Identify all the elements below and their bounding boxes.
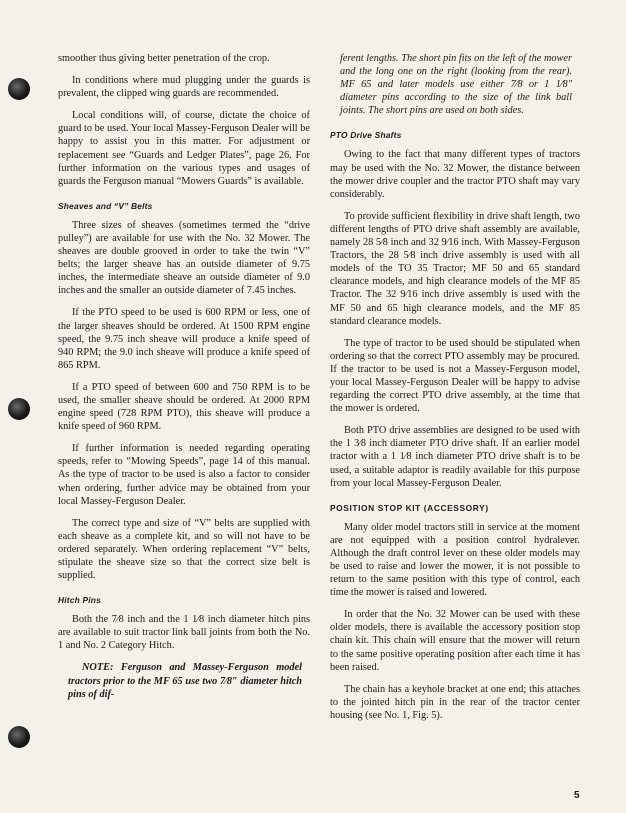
right-column [330, 52, 580, 731]
paragraph: Local conditions will, of course, dictate the choice of guard to be used. Your local Massey-Ferguson Dealer will be happy to assist you in this matter. For adjustment or replacement see “Guards and Ledger Plates”, page 26. For further information on the various types and usages of guards the Ferguson manual “Mowers Guards” is available. [58, 110, 310, 187]
paragraph: Owing to the fact that many different types of tractors may be used with the No. 32 Mower, the distance between the mower drive coupler and the tractor PTO shaft may vary considerably. [330, 149, 580, 200]
paragraph: If the PTO speed to be used is 600 RPM or less, one of the larger sheaves should be ordered. At 1500 RPM engine speed, the 9.75 inch sheave will produce a knife speed of 940 RPM; the 9.0 inch sheave will produce a knife speed of 865 RPM. [58, 307, 310, 371]
section-heading-pto-drive-shafts: PTO Drive Shafts [330, 130, 402, 141]
paragraph: The type of tractor to be used should be stipulated when ordering so that the correct PTO assembly may be procured. If the tractor to be used is not a Massey-Ferguson model, your local Massey-Ferguson Dealer will be happy to advise regarding the correct PTO drive assembly, at the time that the mower is ordered. [330, 337, 580, 415]
binder-hole-top [8, 78, 30, 100]
paragraph: Both the 7⁄8 inch and the 1 1⁄8 inch diameter hitch pins are available to suit tractor link ball joints from both the No. 1 and No. 2 Category Hitch. [58, 614, 310, 652]
paragraph: smoother thus giving better penetration of the crop. [58, 53, 270, 64]
paragraph: Both PTO drive assemblies are designed to be used with the 1 3⁄8 inch diameter PTO drive shaft. If an earlier model tractor with a 1 1⁄8 inch diameter PTO drive shaft is to be used, a suitable adaptor is readily available for this purpose from your local Massey-Ferguson Dealer. [330, 425, 580, 489]
paragraph: If a PTO speed of between 600 and 750 RPM is to be used, the smaller sheave should be ordered. At 2000 RPM engine speed (728 RPM PTO), this sheave will produce a knife speed of 960 RPM. [58, 381, 310, 433]
binder-hole-bottom [8, 726, 30, 748]
note: NOTE: Ferguson and Massey-Ferguson model tractors prior to the MF 65 use two 7⁄8″ diameter hitch pins of dif- [68, 662, 302, 700]
section-heading-position-stop-kit: POSITION STOP KIT (ACCESSORY) [330, 502, 489, 513]
paragraph: Three sizes of sheaves (sometimes termed the “drive pulley”) are available for use with the No. 32 Mower. The sheaves are double grooved in order to take the twin “V” belts; the larger sheave has an outside diameter of 9.75 inches, the intermediate sheave an outside diameter of 9.0 inches and the smaller an outside diameter of 7.45 inches. [58, 219, 310, 297]
left-column [58, 52, 310, 710]
section-heading-hitch-pins: Hitch Pins [58, 595, 101, 606]
page-number: 5 [574, 790, 580, 801]
paragraph: The correct type and size of “V” belts are supplied with each sheave as a complete kit, and so will not have to be ordered separately. When ordering replacement “V” belts, stipulate the sheave size so that the correct size belt is supplied. [58, 517, 310, 582]
paragraph: If further information is needed regarding operating speeds, refer to “Mowing Speeds”, page 14 of this manual. As the type of tractor to be used is also a factor to consider when ordering, further advice may be obtained from your local Massey-Ferguson Dealer. [58, 443, 310, 507]
note-continued: ferent lengths. The short pin fits on the left of the mower and the long one on the right (looking from the rear). MF 65 and later models use either 7⁄8 or 1 1⁄8″ diameter pins according to the size of the link ball joints. The short pins are used on both sides. [340, 53, 572, 117]
section-heading-sheaves: Sheaves and “V” Belts [58, 200, 153, 211]
paragraph: In conditions where mud plugging under the guards is prevalent, the clipped wing guards are recommended. [58, 75, 310, 100]
paragraph: In order that the No. 32 Mower can be used with these older models, there is available the accessory position stop chain kit. This chain will ensure that the mower will return to the same positive operating position after each time it has been raised. [330, 609, 580, 673]
binder-hole-middle [8, 398, 30, 420]
paragraph: Many older model tractors still in service at the moment are not equipped with a position control hydralever. Although the draft control lever on these older models may be used to raise and lower the mower, it is not possible to return to the same position with this type of control, each time the mower is raised and lowered. [330, 521, 580, 599]
paragraph: The chain has a keyhole bracket at one end; this attaches to the jointed hitch pin in the rear of the tractor center housing (see No. 1, Fig. 5). [330, 683, 580, 721]
paragraph: To provide sufficient flexibility in drive shaft length, two different lengths of PTO drive shaft assembly are available, namely 28 5⁄8 inch and 32 9⁄16 inch. With Massey-Ferguson Tractors, the 28 5⁄8 inch drive assembly is used with all models of the TO 35 Tractor; MF 50 and 65 standard clearance models, and high clearance models of the MF 85 Tractor. The 32 9⁄16 inch drive assembly is used with the MF 50 and 65 high clearance models, and the MF 85 standard clearance models. [330, 210, 580, 327]
